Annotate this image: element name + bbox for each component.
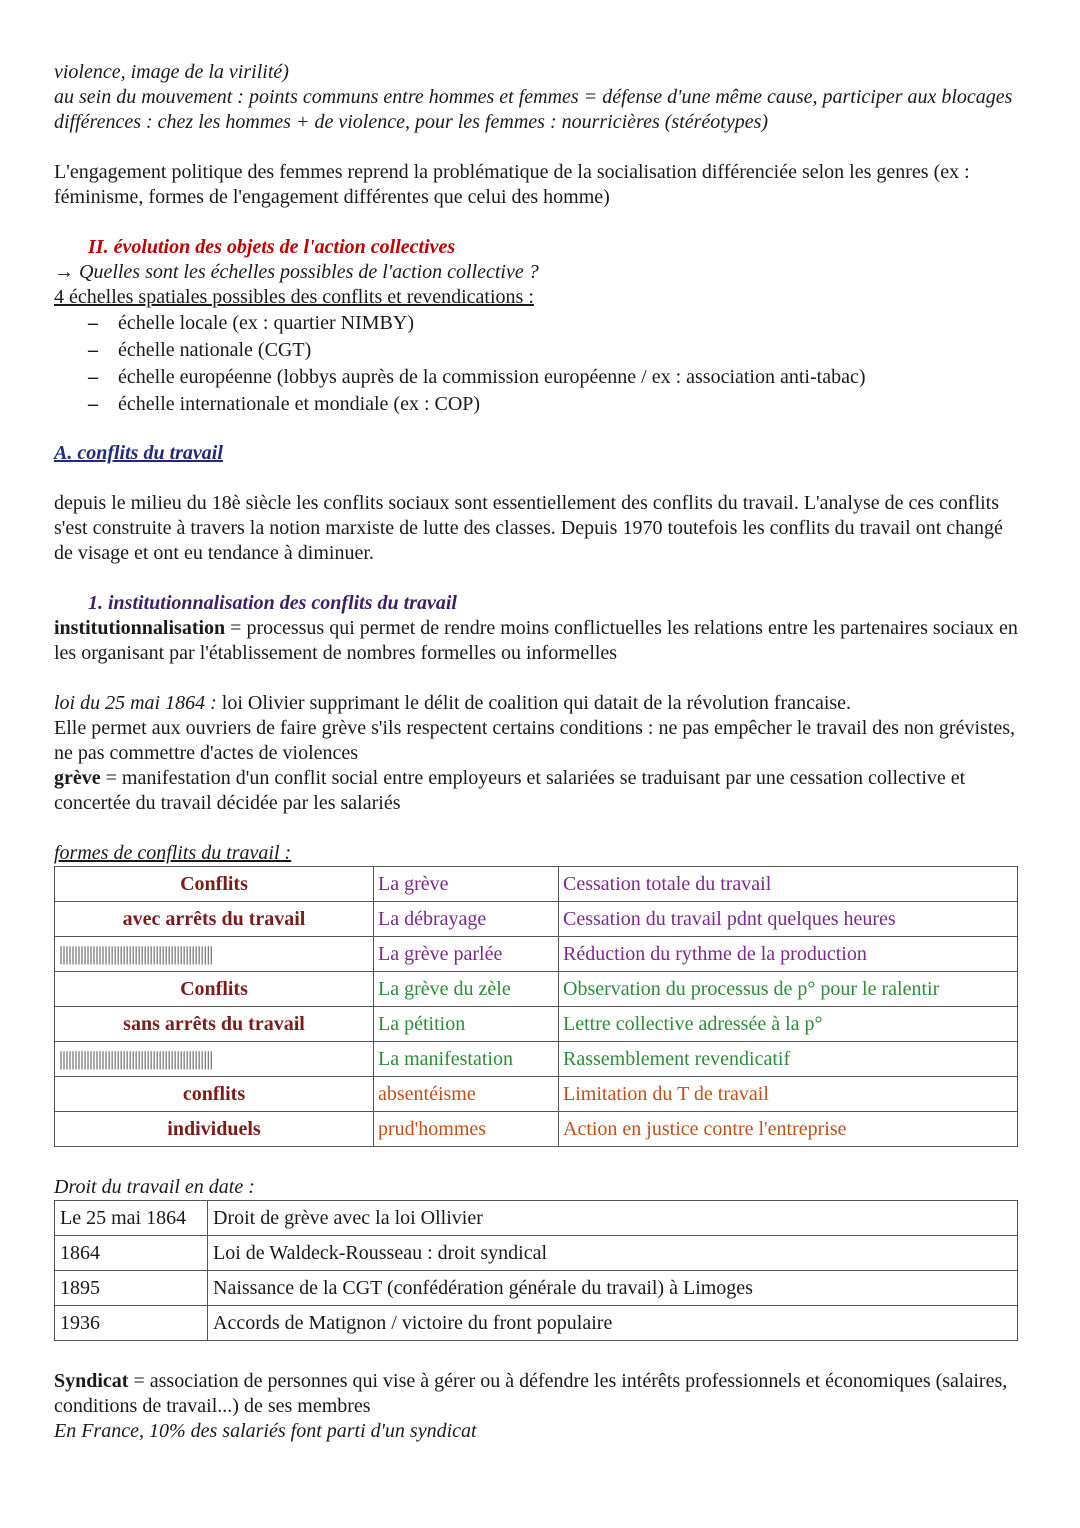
scales-list — [54, 310, 1026, 418]
form-cell: La débrayage — [374, 902, 559, 937]
table-row — [55, 1271, 1018, 1306]
definition-term: grève — [54, 767, 101, 789]
conflicts-table-caption: formes de conflits du travail : — [54, 842, 292, 864]
date-cell: 1864 — [55, 1236, 208, 1271]
table-row — [55, 1236, 1018, 1271]
dash-icon: – — [88, 366, 98, 388]
description-cell: Rassemblement revendicatif — [559, 1042, 1018, 1077]
form-cell: La grève — [374, 867, 559, 902]
table-row — [55, 902, 1018, 937]
table-row — [55, 937, 1018, 972]
intro-line-1: violence, image de la virilité) — [54, 61, 289, 83]
form-cell: prud'hommes — [374, 1112, 559, 1147]
group-cell: Conflits — [55, 972, 374, 1007]
table-row — [55, 1007, 1018, 1042]
scales-heading: 4 échelles spatiales possibles des conflits et revendications : — [54, 286, 534, 308]
section-2-question: → Quelles sont les échelles possibles de l'action collective ? — [54, 261, 539, 283]
dates-table-caption: Droit du travail en date : — [54, 1176, 255, 1198]
list-item: – échelle locale (ex : quartier NIMBY) — [88, 310, 1026, 337]
intro-line-3: différences : chez les hommes + de violence, pour les femmes : nourricières (stéréotypes) — [54, 111, 769, 133]
table-row — [55, 1201, 1018, 1236]
section-a-title: A. conflits du travail — [54, 442, 223, 464]
form-cell: La manifestation — [374, 1042, 559, 1077]
dates-table — [54, 1200, 1018, 1341]
table-row — [55, 1077, 1018, 1112]
loi-paragraph: loi du 25 mai 1864 : loi Olivier supprimant le délit de coalition qui datait de la révolution francaise. — [54, 692, 852, 714]
table-row — [55, 972, 1018, 1007]
definition-term: Syndicat — [54, 1370, 129, 1392]
event-cell: Naissance de la CGT (confédération générale du travail) à Limoges — [208, 1271, 1018, 1306]
description-cell: Cessation du travail pdnt quelques heures — [559, 902, 1018, 937]
intro-line-2: au sein du mouvement : points communs entre hommes et femmes = défense d'une même cause, participer aux blocages — [54, 86, 1013, 108]
syndicat-definition: Syndicat = association de personnes qui vise à gérer ou à défendre les intérêts professionnels et économiques (salaires, conditions de travail...) de ses membres — [54, 1370, 1008, 1417]
loi-paragraph-2: Elle permet aux ouvriers de faire grève s'ils respectent certains conditions : ne pas empêcher le travail des non grévistes, ne pas commettre d'actes de violences — [54, 717, 1016, 764]
group-cell: avec arrêts du travail — [55, 902, 374, 937]
description-cell: Réduction du rythme de la production — [559, 937, 1018, 972]
table-row — [55, 867, 1018, 902]
group-cell: sans arrêts du travail — [55, 1007, 374, 1042]
date-cell: 1895 — [55, 1271, 208, 1306]
form-cell: La grève parlée — [374, 937, 559, 972]
table-row — [55, 1306, 1018, 1341]
list-item: – échelle internationale et mondiale (ex : COP) — [88, 391, 1026, 418]
description-cell: Action en justice contre l'entreprise — [559, 1112, 1018, 1147]
date-cell: 1936 — [55, 1306, 208, 1341]
table-row — [55, 1112, 1018, 1147]
dash-icon: – — [88, 339, 98, 361]
group-cell: Conflits — [55, 867, 374, 902]
event-cell: Droit de grève avec la loi Ollivier — [208, 1201, 1018, 1236]
hatch-cell: ||||||||||||||||||||||||||||||||||||||||||||||||||| — [55, 937, 374, 972]
form-cell: absentéisme — [374, 1077, 559, 1112]
engagement-paragraph: L'engagement politique des femmes reprend la problématique de la socialisation différenciée selon les genres (ex : féminisme, formes de l'engagement différentes que celui des homme) — [54, 161, 970, 208]
syndicat-stat: En France, 10% des salariés font parti d'un syndicat — [54, 1420, 477, 1442]
subsection-1-title: 1. institutionnalisation des conflits du travail — [88, 592, 457, 614]
group-cell: individuels — [55, 1112, 374, 1147]
dash-icon: – — [88, 312, 98, 334]
date-cell: Le 25 mai 1864 — [55, 1201, 208, 1236]
event-cell: Loi de Waldeck-Rousseau : droit syndical — [208, 1236, 1018, 1271]
list-item: – échelle européenne (lobbys auprès de la commission européenne / ex : association anti-tabac) — [88, 364, 1026, 391]
description-cell: Limitation du T de travail — [559, 1077, 1018, 1112]
loi-label: loi du 25 mai 1864 : — [54, 692, 217, 714]
hatch-cell: ||||||||||||||||||||||||||||||||||||||||||||||||||| — [55, 1042, 374, 1077]
section-a-paragraph: depuis le milieu du 18è siècle les conflits sociaux sont essentiellement des conflits du travail. L'analyse de ces conflits s'est construite à travers la notion marxiste de lutte des classes. Depuis 1970 toutefois les conflits du travail ont changé de visage et ont eu tendance à diminuer. — [54, 492, 1003, 564]
definition-term: institutionnalisation — [54, 617, 226, 639]
form-cell: La pétition — [374, 1007, 559, 1042]
conflicts-table — [54, 866, 1018, 1147]
group-cell: conflits — [55, 1077, 374, 1112]
event-cell: Accords de Matignon / victoire du front populaire — [208, 1306, 1018, 1341]
table-row — [55, 1042, 1018, 1077]
description-cell: Observation du processus de p° pour le ralentir — [559, 972, 1018, 1007]
description-cell: Cessation totale du travail — [559, 867, 1018, 902]
institutionnalisation-definition: institutionnalisation = processus qui permet de rendre moins conflictuelles les relations entre les partenaires sociaux en les organisant par l'établissement de nombres formelles ou informelles — [54, 617, 1018, 664]
description-cell: Lettre collective adressée à la p° — [559, 1007, 1018, 1042]
greve-definition: grève = manifestation d'un conflit social entre employeurs et salariées se traduisant par une cessation collective et concertée du travail décidée par les salariés — [54, 767, 966, 814]
section-2-title: II. évolution des objets de l'action collectives — [88, 236, 456, 258]
dash-icon: – — [88, 393, 98, 415]
form-cell: La grève du zèle — [374, 972, 559, 1007]
list-item: – échelle nationale (CGT) — [88, 337, 1026, 364]
